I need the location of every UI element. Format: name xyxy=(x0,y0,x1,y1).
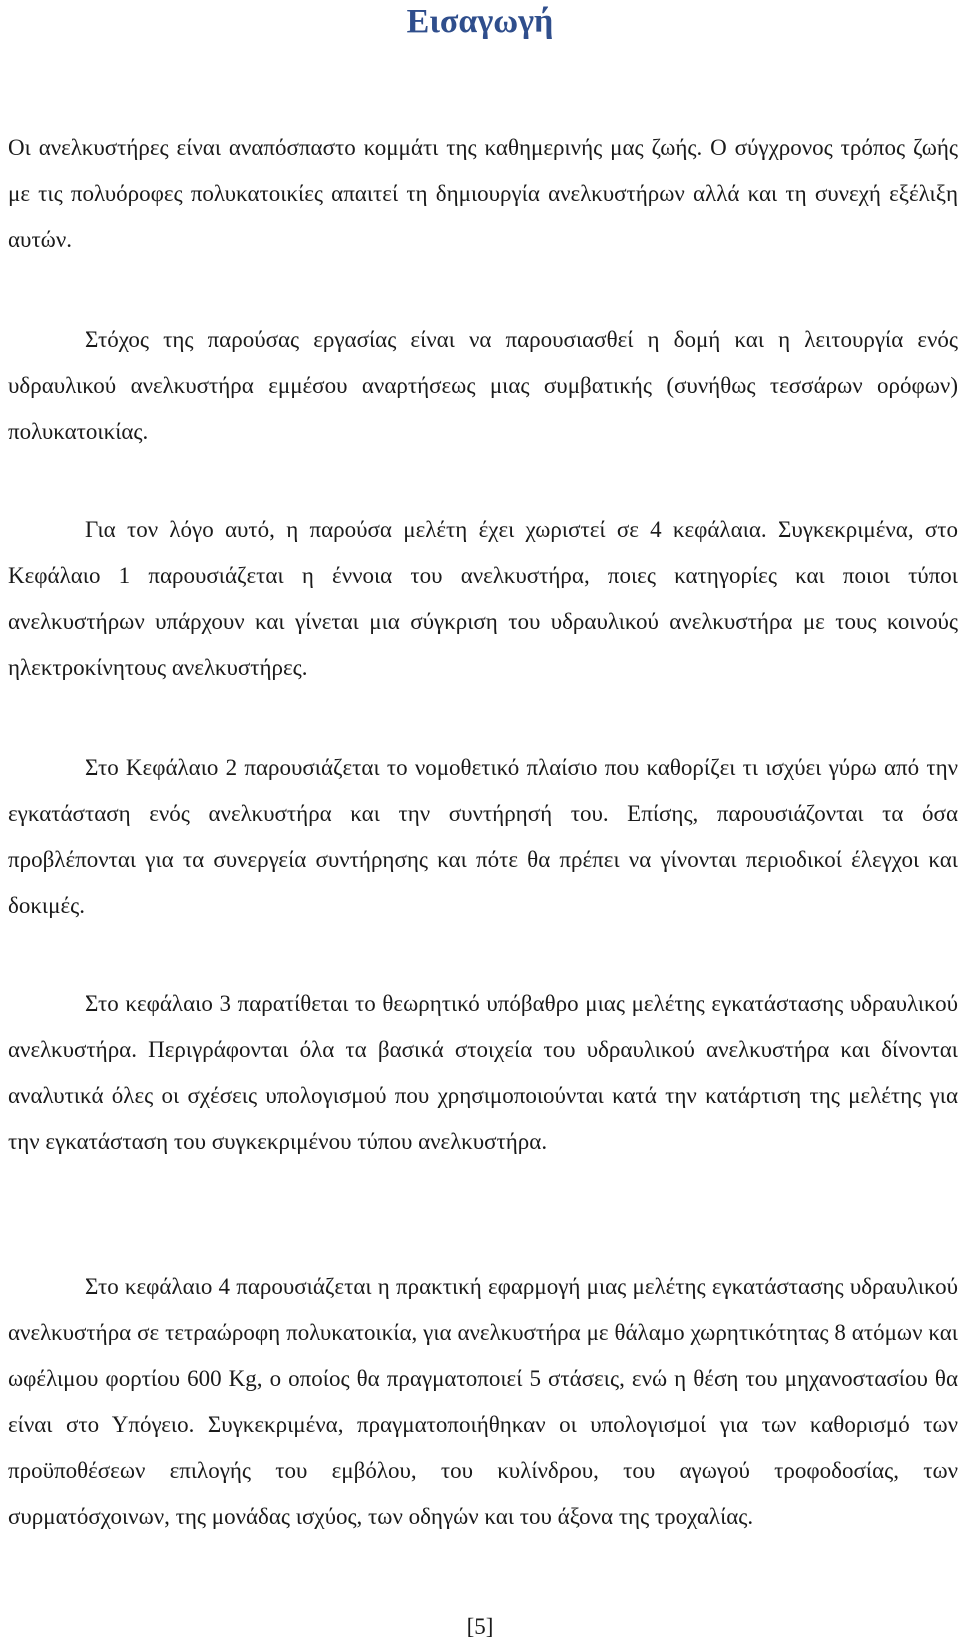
objective-paragraph: Στόχος της παρούσας εργασίας είναι να παρουσιασθεί η δομή και η λειτουργία ενός υδραυλικού ανελκυστήρα εμμέσου αναρτήσεως μιας συμβατικής (συνήθως τεσσάρων ορόφων) πολυκατοικίας. xyxy=(8,327,958,444)
page-number: [5] xyxy=(466,1614,494,1639)
chapter-4-paragraph: Στο κεφάλαιο 4 παρουσιάζεται η πρακτική εφαρμογή μιας μελέτης εγκατάστασης υδραυλικού ανελκυστήρα σε τετραώροφη πολυκατοικία, για ανελκυστήρα με θάλαμο χωρητικότητας 8 ατόμων και ωφέλιμου φορτίου 600 Kg, ο οποίος θα πραγματοποιεί 5 στάσεις, ενώ η θέση του μηχανοστασίου θα είναι στο Υπόγειο. Συγκεκριμένα, πραγματοποιήθηκαν οι υπολογισμοί για των καθορισμό των προϋποθέσεων επιλογής του εμβόλου, του κυλίνδρου, του αγωγού τροφοδοσίας, των συρματόσχοινων, της μονάδας ισχύος, των οδηγών και του άξονα της τροχαλίας. xyxy=(8,1274,958,1529)
chapter-2-paragraph: Στο Κεφάλαιο 2 παρουσιάζεται το νομοθετικό πλαίσιο που καθορίζει τι ισχύει γύρω από την εγκατάσταση ενός ανελκυστήρα και την συντήρησή του. Επίσης, παρουσιάζονται τα όσα προβλέπονται για τα συνεργεία συντήρησης και πότε θα πρέπει να γίνονται περιοδικοί έλεγχοι και δοκιμές. xyxy=(8,755,958,918)
intro-paragraph: Οι ανελκυστήρες είναι αναπόσπαστο κομμάτι της καθημερινής μας ζωής. Ο σύγχρονος τρόπος ζωής με τις πολυόροφες πολυκατοικίες απαιτεί τη δημιουργία ανελκυστήρων αλλά και τη συνεχή εξέλιξη αυτών. xyxy=(8,135,958,252)
structure-paragraph: Για τον λόγο αυτό, η παρούσα μελέτη έχει χωριστεί σε 4 κεφάλαια. Συγκεκριμένα, στο Κεφάλαιο 1 παρουσιάζεται η έννοια του ανελκυστήρα, ποιες κατηγορίες και ποιοι τύποι ανελκυστήρων υπάρχουν και γίνεται μια σύγκριση του υδραυλικού ανελκυστήρα με τους κοινούς ηλεκτροκίνητους ανελκυστήρες. xyxy=(8,517,958,680)
page-title: Εισαγωγή xyxy=(406,3,554,40)
chapter-3-paragraph: Στο κεφάλαιο 3 παρατίθεται το θεωρητικό υπόβαθρο μιας μελέτης εγκατάστασης υδραυλικού ανελκυστήρα. Περιγράφονται όλα τα βασικά στοιχεία του υδραυλικού ανελκυστήρα και δίνονται αναλυτικά όλες οι σχέσεις υπολογισμού που χρησιμοποιούνται κατά την κατάρτιση της μελέτης για την εγκατάσταση του συγκεκριμένου τύπου ανελκυστήρα. xyxy=(8,991,958,1154)
